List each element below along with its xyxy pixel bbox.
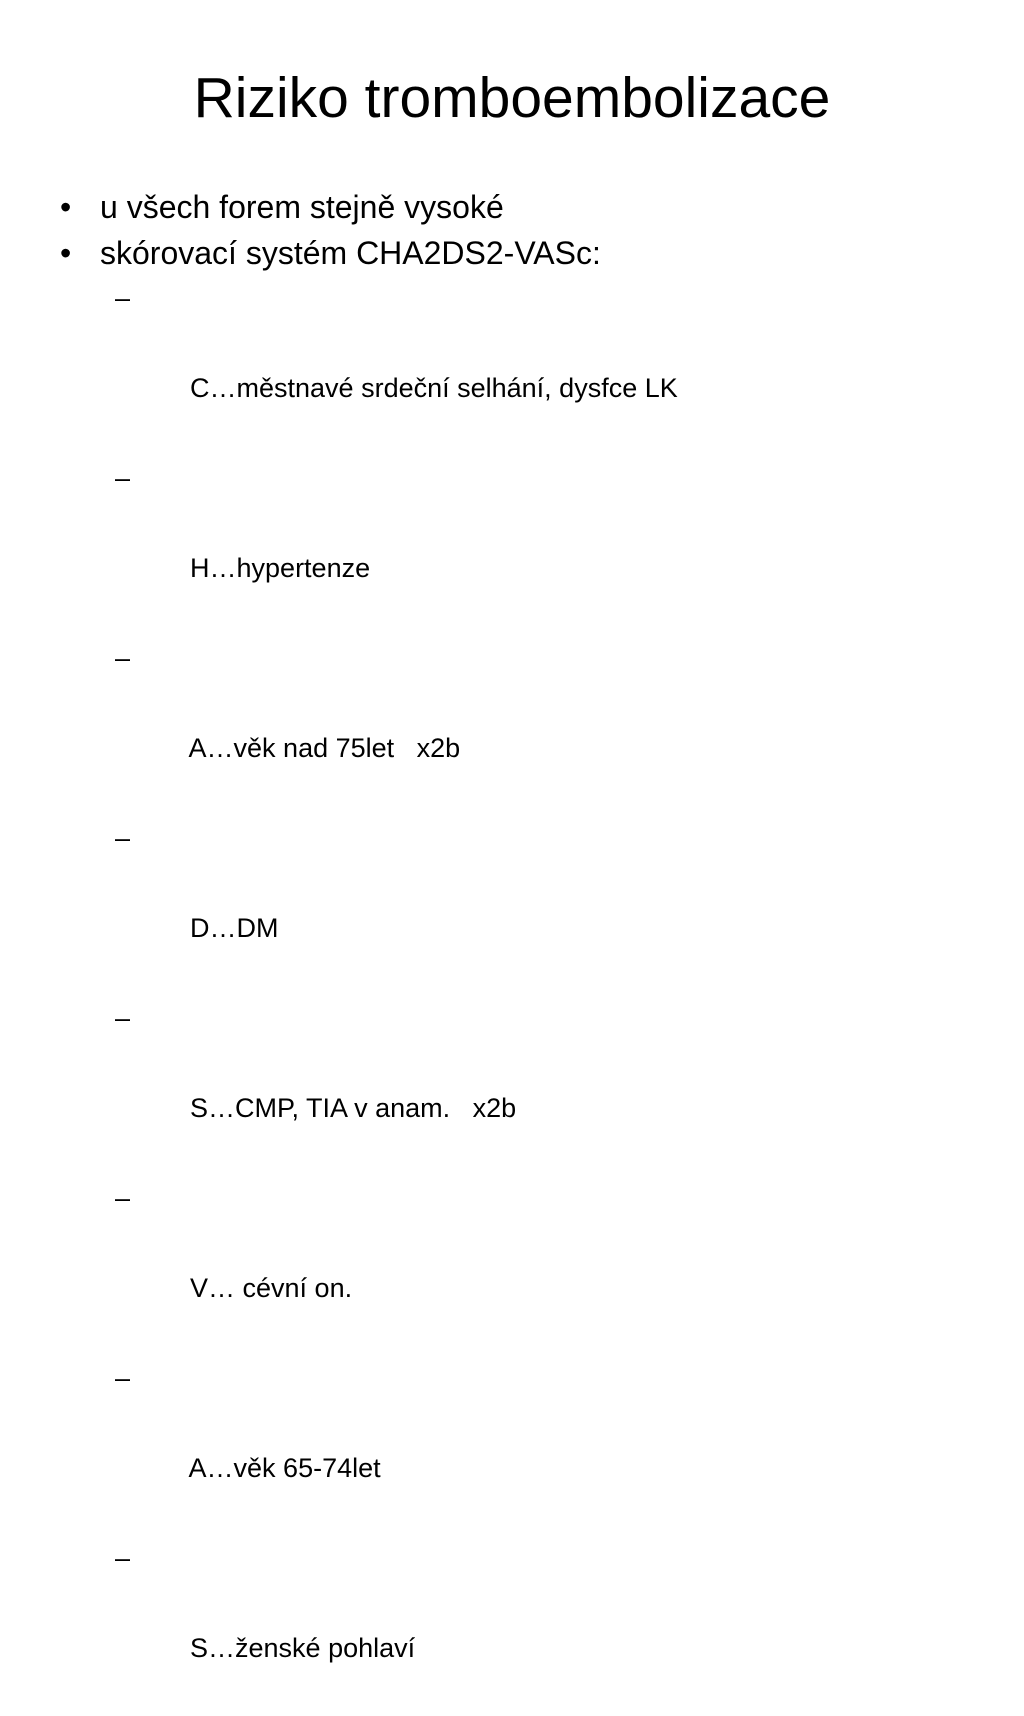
sub-item-text: S…CMP, TIA v anam. x2b <box>190 1093 517 1123</box>
sub-item <box>60 996 980 1176</box>
sub-item-text: A…věk 65-74let <box>188 1453 381 1483</box>
sub-item-text: D…DM <box>190 913 279 943</box>
sub-marker: – <box>115 283 131 313</box>
slide-title: Riziko tromboembolizace <box>193 66 831 130</box>
sub-marker: – <box>115 823 131 853</box>
bullet-marker: • <box>60 235 72 271</box>
sub-marker: – <box>115 1183 131 1213</box>
sub-item-text: C…městnavé srdeční selhání, dysfce LK <box>190 373 678 403</box>
sub-item-text: V… cévní on. <box>190 1273 353 1303</box>
sub-item <box>60 636 980 816</box>
sub-item-text: S…ženské pohlaví <box>190 1633 416 1663</box>
sub-item <box>60 1356 980 1536</box>
sub-marker: – <box>115 643 131 673</box>
bullet-text: u všech forem stejně vysoké <box>100 189 504 225</box>
sub-item <box>60 816 980 996</box>
sub-item <box>60 456 980 636</box>
slide-content <box>60 184 980 1716</box>
sub-marker: – <box>115 1543 131 1573</box>
bullet-marker: • <box>60 189 72 225</box>
bullet-text: skórovací systém CHA2DS2-VASc: <box>100 235 601 271</box>
sub-item <box>60 1176 980 1356</box>
sub-item <box>60 1536 980 1716</box>
sub-marker: – <box>115 1003 131 1033</box>
bullet-item <box>60 184 980 230</box>
bullet-item <box>60 230 980 276</box>
sub-item-text: A…věk nad 75let x2b <box>188 733 461 763</box>
sub-item <box>60 276 980 456</box>
sub-item-text: H…hypertenze <box>190 553 371 583</box>
sub-marker: – <box>115 463 131 493</box>
sub-marker: – <box>115 1363 131 1393</box>
